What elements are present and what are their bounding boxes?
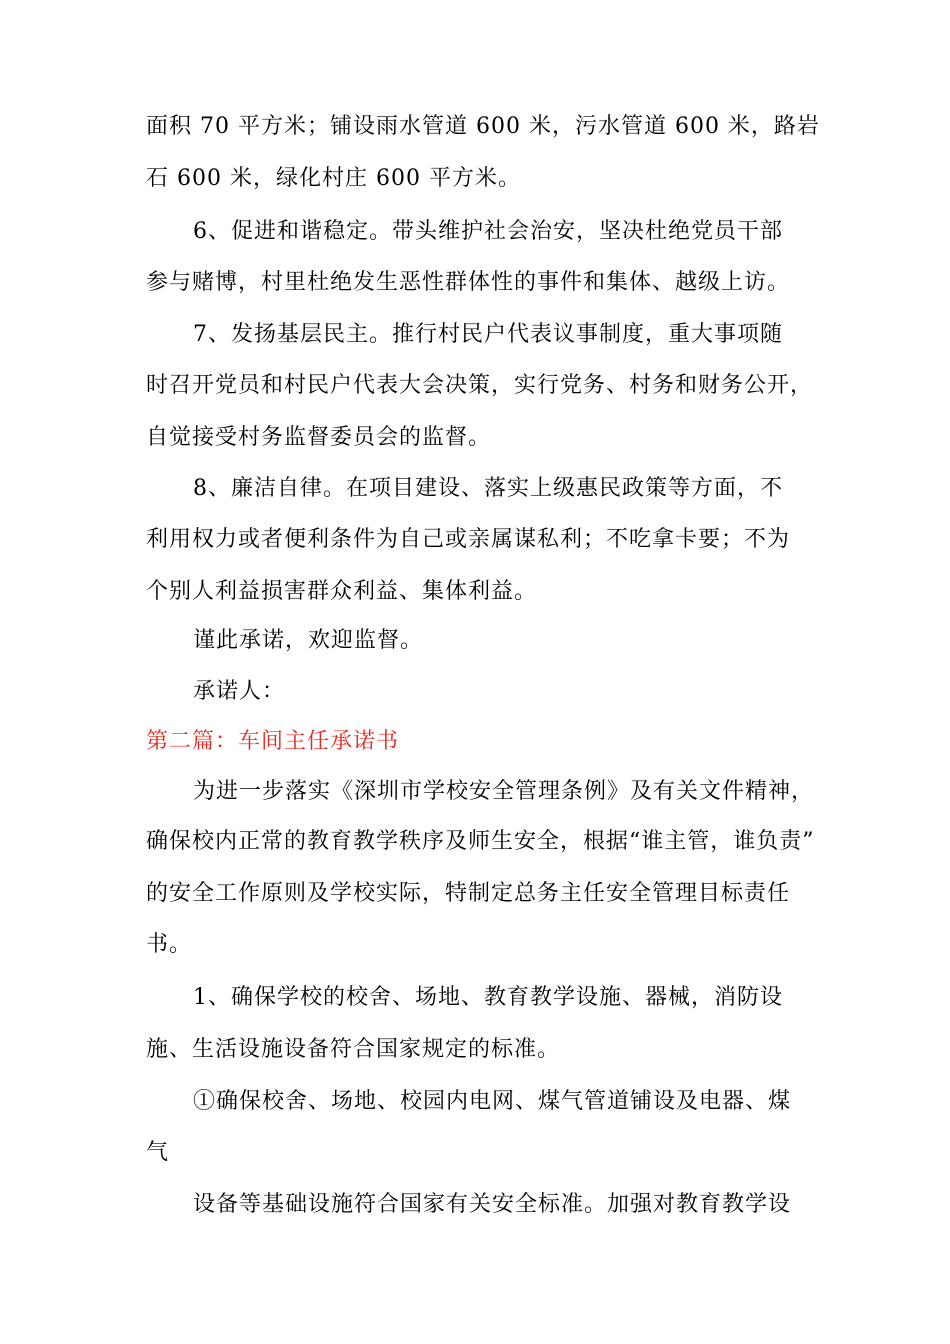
body-text-line: 确保校内正常的教育教学秩序及师生安全，根据“谁主管，谁负责” xyxy=(146,829,815,854)
body-text-line: 时召开党员和村民户代表大会决策，实行党务、村务和财务公开， xyxy=(146,373,814,398)
body-text-line: ①确保校舍、场地、校园内电网、煤气管道铺设及电器、煤 xyxy=(193,1089,792,1114)
body-text-line: 书。 xyxy=(146,932,193,957)
section-heading: 第二篇：车间主任承诺书 xyxy=(146,729,400,754)
body-text-line: 为进一步落实《深圳市学校安全管理条例》及有关文件精神， xyxy=(193,779,815,804)
body-text-line: 自觉接受村务监督委员会的监督。 xyxy=(146,425,492,450)
body-text-line: 石 600 米，绿化村庄 600 平方米。 xyxy=(146,166,521,191)
body-text-line: 的安全工作原则及学校实际，特制定总务主任安全管理目标责任 xyxy=(146,881,791,906)
body-text-line: 6、促进和谐稳定。带头维护社会治安，坚决杜绝党员干部 xyxy=(193,219,783,244)
body-text-line: 1、确保学校的校舍、场地、教育教学设施、器械，消防设 xyxy=(193,985,783,1010)
body-text-line: 参与赌博，村里杜绝发生恶性群体性的事件和集体、越级上访。 xyxy=(146,270,791,295)
body-text-line: 利用权力或者便利条件为自己或亲属谋私利；不吃拿卡要；不为 xyxy=(146,527,791,552)
body-text-line: 面积 70 平方米；铺设雨水管道 600 米，污水管道 600 米，路岩 xyxy=(146,114,820,139)
body-text-line: 气 xyxy=(146,1140,170,1165)
body-text-line: 施、生活设施设备符合国家规定的标准。 xyxy=(146,1037,561,1062)
body-text-line: 设备等基础设施符合国家有关安全标准。加强对教育教学设 xyxy=(193,1192,792,1217)
signatory-label: 承诺人： xyxy=(193,679,286,704)
closing-text: 谨此承诺，欢迎监督。 xyxy=(193,628,424,653)
body-text-line: 个别人利益损害群众利益、集体利益。 xyxy=(146,579,538,604)
body-text-line: 7、发扬基层民主。推行村民户代表议事制度，重大事项随 xyxy=(193,322,783,347)
body-text-line: 8、廉洁自律。在项目建设、落实上级惠民政策等方面，不 xyxy=(193,476,783,501)
